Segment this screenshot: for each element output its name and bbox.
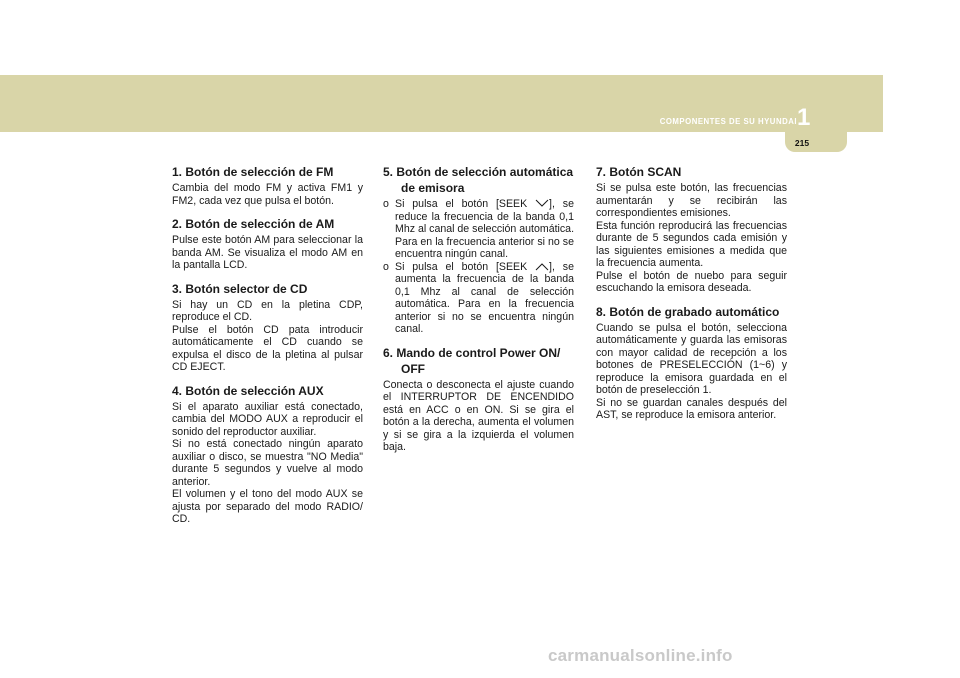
seek-up-text-start: Si pulsa el botón [SEEK: [395, 260, 528, 273]
seek-down-text-end: ], se reduce la frecuencia de la banda 0,1 Mhz al canal de selección automática. Para en la frecuencia anterior si no se encuentra ningún canal.: [395, 198, 575, 260]
seek-down-bullet: [383, 198, 574, 261]
section-title-scan: 7. Botón SCAN: [596, 165, 682, 179]
section-text-power: Conecta o desconecta el ajuste cuando el INTERRUPTOR DE ENCENDIDO está en ACC o en ON. Si se gira el botón a la derecha, aumenta el volumen y si se gira a la izquierda el volumen baja.: [383, 378, 574, 453]
section-text-aux-2: Si no está conectado ningún aparato auxiliar o disco, se muestra "NO Media" durante 5 segundos y vuelve al modo anterior.: [172, 438, 363, 488]
seek-up-bullet: [383, 261, 574, 336]
section-title-seek: 5. Botón de selección automática de emisora: [383, 165, 574, 195]
section-text-scan-2: Esta función reproducirá las frecuencias durante de 5 segundos cada emisión y las siguientes emisiones a medida que la frecuencia aumenta.: [596, 219, 787, 269]
section-text-fm: Cambia del modo FM y activa FM1 y FM2, cada vez que pulsa el botón.: [172, 182, 363, 207]
section-title-cd: 3. Botón selector de CD: [172, 281, 308, 296]
section-text-ast-2: Si no se guardan canales después del AST, se reproduce la emisora anterior.: [596, 396, 787, 421]
column-left: [172, 164, 363, 535]
section-text-scan: Si se pulsa este botón, las frecuencias aumentarán y se recibirán las correspondientes emisiones.: [596, 182, 787, 219]
section-text-am: Pulse este botón AM para seleccionar la banda AM. Se visualiza el modo AM en la pantalla LCD.: [172, 234, 363, 271]
seek-down-text-start: Si pulsa el botón [SEEK: [395, 198, 528, 210]
watermark: carmanualsonline.info: [548, 646, 733, 665]
bullet-mark: o: [383, 260, 389, 273]
section-text-scan-3: Pulse el botón de nuebo para seguir escuchando la emisora deseada.: [596, 269, 787, 294]
column-middle: [383, 164, 574, 463]
section-title-fm: 1. Botón de selección de FM: [172, 165, 334, 179]
seek-up-text-end: ], se aumenta la frecuencia de la banda 0,1 Mhz al canal de selección automática. Para en la frecuencia anterior si no se encuentra ningún canal.: [395, 260, 574, 335]
column-right: [596, 164, 787, 431]
section-text-cd: Si hay un CD en la pletina CDP, reproduce el CD.: [172, 298, 363, 323]
bullet-mark: o: [383, 198, 389, 210]
section-title-aux: 4. Botón de selección AUX: [172, 383, 324, 398]
page-number: 215: [794, 138, 810, 148]
section-title-ast: 8. Botón de grabado automático: [596, 304, 780, 319]
section-text-cd-2: Pulse el botón CD pata introducir automáticamente el CD cuando se expulsa el disco de la pletina al pulsar CD EJECT.: [172, 323, 363, 373]
section-title-am: 2. Botón de selección de AM: [172, 217, 335, 231]
chevron-down-icon: [535, 199, 549, 208]
section-text-ast: Cuando se pulsa el botón, selecciona automáticamente y guarda las emisoras con mayor calidad de recepción a los botones de PRESELECCIÓN (1~6) y reproduce la emisora guardada en el botón de preselección 1.: [596, 321, 787, 396]
chapter-title: COMPONENTES DE SU HYUNDAI: [659, 117, 797, 126]
chapter-number: 1: [797, 104, 811, 131]
section-text-aux-3: El volumen y el tono del modo AUX se ajusta por separado del modo RADIO/ CD.: [172, 488, 363, 525]
chevron-up-icon: [535, 262, 549, 271]
section-title-power: 6. Mando de control Power ON/ OFF: [383, 345, 561, 376]
section-text-aux: Si el aparato auxiliar está conectado, cambia del MODO AUX a reproducir el sonido del reproductor auxiliar.: [172, 400, 363, 438]
